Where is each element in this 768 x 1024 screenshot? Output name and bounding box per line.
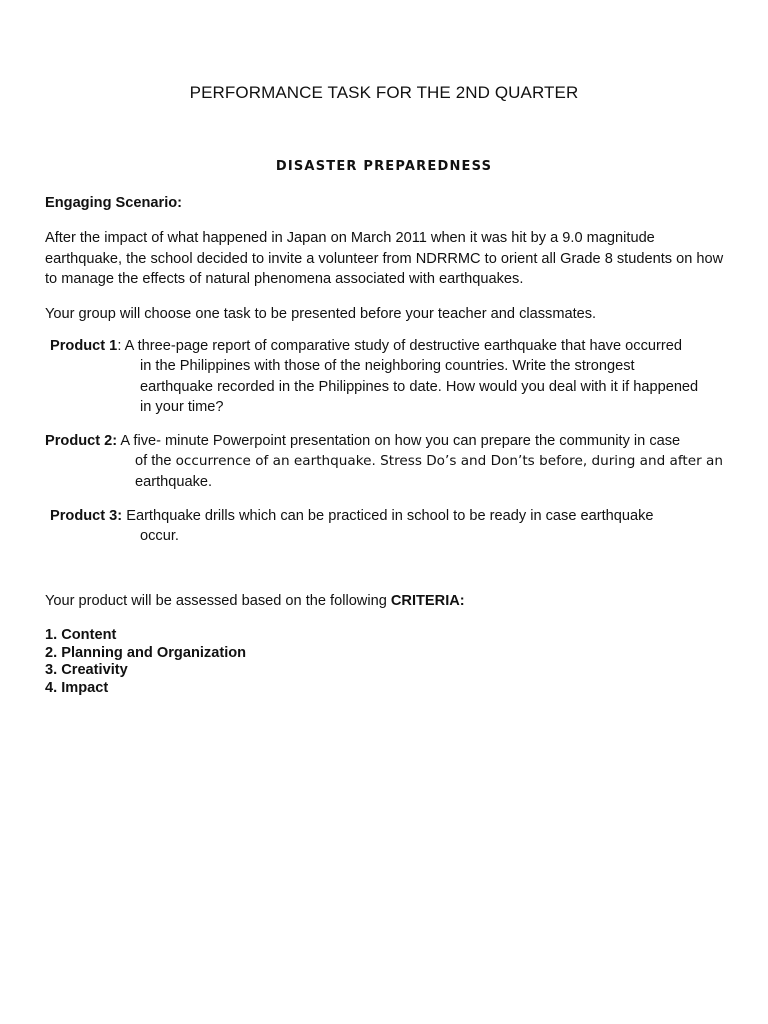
scenario-heading: Engaging Scenario:	[45, 195, 183, 211]
product-1-first-line	[50, 336, 698, 356]
criteria-label: CRITERIA:	[390, 593, 465, 609]
product-1-label: Product 1	[50, 338, 118, 354]
product-2-text: earthquake.	[135, 473, 213, 490]
product-1-text: earthquake recorded in the Philippines to date. How would you deal with it if happened	[140, 378, 699, 395]
product-3-text: occur.	[140, 528, 179, 545]
product-3	[50, 506, 654, 547]
product-2-text: occurrence of an earthquake. Stress Do’s and Don’ts before, during and after an	[175, 453, 723, 470]
criteria-intro	[45, 593, 465, 609]
product-2	[45, 431, 723, 492]
product-2-first-line	[45, 431, 723, 451]
product-1-text: in your time?	[140, 398, 224, 415]
document-subtitle: DISASTER PREPAREDNESS	[275, 159, 493, 174]
product-2-text: of the	[135, 453, 176, 470]
product-3-label: Product 3:	[50, 508, 123, 524]
product-1-text: in the Philippines with those of the neighboring countries. Write the strongest	[140, 358, 635, 375]
product-3-text: Earthquake drills which can be practiced in school to be ready in case earthquake	[122, 508, 654, 524]
product-2-text: A five- minute Powerpoint presentation on how you can prepare the community in case	[117, 433, 681, 449]
criteria-intro-text: Your product will be assessed based on the following	[45, 593, 391, 609]
product-1	[50, 336, 698, 417]
task-instruction-paragraph: Your group will choose one task to be presented before your teacher and classmates.	[45, 306, 597, 322]
criteria-item: 4. Impact	[45, 679, 109, 696]
criteria-list	[45, 627, 246, 697]
product-2-second-line	[45, 451, 723, 471]
page-title: PERFORMANCE TASK FOR THE 2ND QUARTER	[189, 83, 579, 102]
criteria-item: 2. Planning and Organization	[45, 644, 247, 661]
product-3-first-line	[50, 506, 654, 526]
scenario-paragraph: After the impact of what happened in Japan on March 2011 when it was hit by a 9.0 magnitude earthquake, the school decided to invite a volunteer from NDRRMC to orient all Grade 8 students on how to manage the effects of natural phenomena associated with earthquakes.	[45, 230, 724, 287]
product-1-text: : A three-page report of comparative study of destructive earthquake that have occurred	[117, 338, 682, 354]
criteria-item: 3. Creativity	[45, 662, 128, 679]
criteria-item: 1. Content	[45, 627, 117, 643]
product-2-label: Product 2:	[45, 433, 118, 449]
